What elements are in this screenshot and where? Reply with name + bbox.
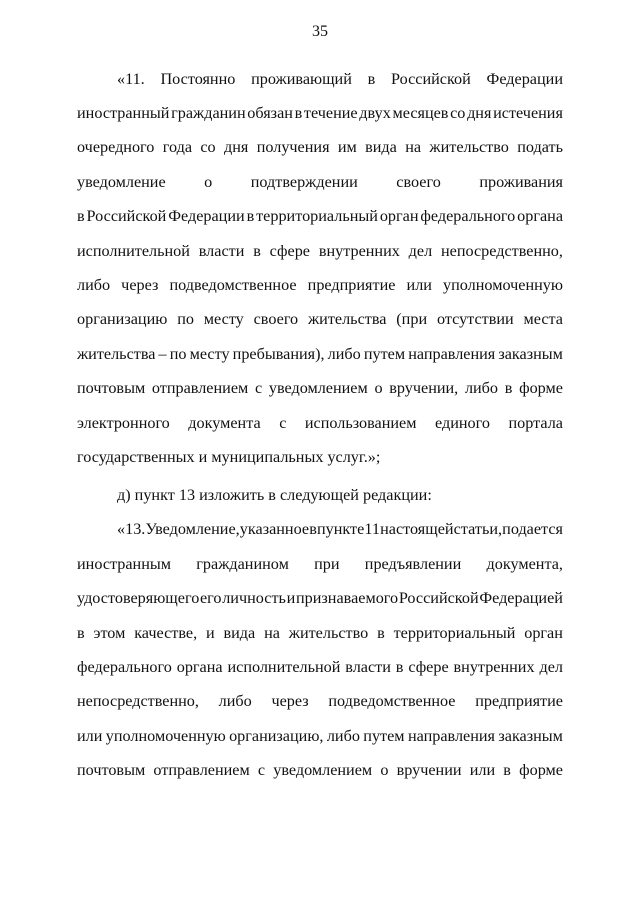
word: на — [405, 138, 422, 156]
word: жительство — [429, 138, 509, 156]
word: организацию — [77, 310, 168, 328]
word: внутренних — [318, 242, 400, 260]
word: в — [367, 70, 376, 88]
word: 11 — [364, 520, 380, 538]
word: власти — [345, 658, 391, 676]
text-line: государственных и муниципальных услуг.»; — [77, 448, 381, 466]
word: либо — [464, 379, 499, 397]
word: Федерации — [486, 70, 563, 88]
word: жительство — [288, 624, 369, 642]
word: со — [450, 104, 466, 122]
word: Российской — [398, 589, 479, 607]
word: сфере — [269, 242, 310, 260]
word: иностранный — [77, 104, 170, 122]
word: вида — [223, 624, 256, 642]
word: месяцев — [392, 104, 449, 122]
word: путем — [363, 727, 405, 745]
word: им — [337, 138, 357, 156]
word: подать — [517, 138, 563, 156]
word: удостоверяющего — [77, 589, 200, 607]
word: уведомление — [77, 173, 166, 191]
word: проживающий — [251, 70, 352, 88]
word: в — [309, 520, 317, 538]
word: отправлением — [151, 379, 249, 397]
word: вручении — [396, 761, 462, 779]
word: федерального — [77, 658, 172, 676]
word: или — [469, 761, 496, 779]
word: или — [406, 276, 432, 294]
word: в — [504, 379, 513, 397]
word: гражданин — [171, 104, 246, 122]
word: через — [121, 276, 159, 294]
text-line — [77, 554, 563, 574]
word: направления — [407, 727, 495, 745]
word: и — [286, 589, 296, 607]
word: либо — [327, 345, 361, 363]
word: в — [77, 207, 85, 225]
word: и — [205, 624, 215, 642]
word: организацию, — [229, 727, 324, 745]
word: месту — [189, 345, 230, 363]
word: федерального — [420, 207, 516, 225]
word: своего — [396, 173, 441, 191]
word: с — [279, 414, 287, 432]
word: по — [169, 345, 187, 363]
word: года — [162, 138, 193, 156]
word: истечения — [493, 104, 563, 122]
word: «11. — [117, 70, 145, 88]
word: дня — [467, 104, 492, 122]
word: уведомлением — [273, 761, 373, 779]
word: предъявлении — [364, 555, 462, 573]
text-line — [77, 275, 563, 295]
word: исполнительной — [77, 242, 190, 260]
word: отправлением — [153, 761, 250, 779]
word: заказным — [498, 727, 563, 745]
word: дел — [539, 658, 563, 676]
text-line — [77, 623, 563, 643]
word: уполномоченную — [105, 727, 226, 745]
word: Постоянно — [160, 70, 236, 88]
text-line — [77, 378, 563, 398]
word: своего — [253, 310, 299, 328]
word: подтверждении — [250, 173, 358, 191]
word: в — [503, 761, 511, 779]
word: о — [204, 173, 213, 191]
word: органа — [517, 207, 563, 225]
word: вручении, — [389, 379, 459, 397]
text-line — [77, 413, 563, 433]
word: подведомственное — [328, 692, 456, 710]
text-line — [77, 691, 563, 711]
word: течение — [303, 104, 358, 122]
word: со — [200, 138, 216, 156]
word: уведомлением — [268, 379, 368, 397]
word: месту — [203, 310, 244, 328]
word: Федерации — [168, 207, 245, 225]
word: на — [264, 624, 280, 642]
word: Федерацией — [479, 589, 563, 607]
word: получения — [256, 138, 330, 156]
word: настоящей — [380, 520, 454, 538]
word: либо — [77, 276, 111, 294]
word: уполномоченную — [443, 276, 563, 294]
text-line — [117, 69, 563, 89]
text-line — [77, 588, 563, 608]
word: с — [257, 761, 266, 779]
word: единого — [435, 414, 490, 432]
word: заказным — [498, 345, 563, 363]
word: проживания — [479, 173, 563, 191]
word: портала — [508, 414, 563, 432]
word: пребывания), — [232, 345, 325, 363]
word: указанное — [239, 520, 310, 538]
word: предприятие — [475, 692, 563, 710]
word: о — [374, 379, 383, 397]
text-line — [77, 103, 563, 123]
word: вида — [365, 138, 397, 156]
text-line — [117, 519, 563, 539]
word: обязан — [247, 104, 293, 122]
word: качестве, — [134, 624, 198, 642]
word: документа — [188, 414, 261, 432]
word: подведомственное — [169, 276, 297, 294]
word: в — [246, 207, 255, 225]
word: власти — [198, 242, 245, 260]
word: пункте — [316, 520, 365, 538]
word: признаваемого — [295, 589, 399, 607]
word: этом — [93, 624, 126, 642]
word: непосредственно, — [440, 242, 563, 260]
word: в — [377, 624, 385, 642]
word: путем — [363, 345, 406, 363]
word: с — [254, 379, 263, 397]
word: органа — [176, 658, 223, 676]
word: электронного — [77, 414, 170, 432]
word: при — [314, 555, 340, 573]
word: гражданином — [196, 555, 289, 573]
word: в — [77, 624, 85, 642]
word: очередного — [77, 138, 155, 156]
word: территориальный — [256, 207, 378, 225]
word: использованием — [304, 414, 417, 432]
word: орган — [379, 207, 419, 225]
text-line — [77, 241, 563, 261]
word: либо — [326, 727, 360, 745]
word: дня — [224, 138, 249, 156]
word: в — [395, 658, 404, 676]
word: направления — [408, 345, 496, 363]
word: жительства — [77, 345, 156, 363]
word: Российской — [86, 207, 167, 225]
word: или — [77, 727, 103, 745]
word: либо — [218, 692, 252, 710]
word: в — [294, 104, 303, 122]
word: дел — [408, 242, 433, 260]
word: сфере — [408, 658, 449, 676]
text-line: д) пункт 13 изложить в следующей редакции: — [117, 486, 432, 504]
text-line — [77, 206, 563, 226]
text-line — [77, 726, 563, 746]
word: двух — [359, 104, 391, 122]
word: Уведомление, — [145, 520, 240, 538]
word: непосредственно, — [77, 692, 199, 710]
word: исполнительной — [227, 658, 341, 676]
word: – — [158, 345, 167, 363]
word: его — [200, 589, 222, 607]
word: личность — [222, 589, 286, 607]
word: внутренних — [453, 658, 535, 676]
word: форме — [519, 761, 563, 779]
text-line — [77, 309, 563, 329]
word: о — [380, 761, 389, 779]
word: подается — [502, 520, 563, 538]
word: «13. — [117, 520, 146, 538]
word: орган — [524, 624, 563, 642]
word: отсутствии — [436, 310, 514, 328]
word: в — [253, 242, 261, 260]
word: жительства — [308, 310, 387, 328]
text-line — [77, 657, 563, 677]
word: почтовым — [77, 761, 146, 779]
word: статьи, — [453, 520, 503, 538]
text-line — [77, 344, 563, 364]
word: предприятие — [307, 276, 396, 294]
word: места — [523, 310, 563, 328]
text-line — [77, 137, 563, 157]
word: территориальный — [393, 624, 516, 642]
word: документа, — [486, 555, 563, 573]
word: (при — [396, 310, 428, 328]
word: иностранным — [77, 555, 172, 573]
word: через — [271, 692, 309, 710]
word: форме — [519, 379, 563, 397]
text-line — [77, 760, 563, 780]
page-number: 35 — [312, 23, 328, 40]
word: почтовым — [77, 379, 146, 397]
text-line — [77, 172, 563, 192]
word: по — [177, 310, 194, 328]
word: Российской — [391, 70, 471, 88]
